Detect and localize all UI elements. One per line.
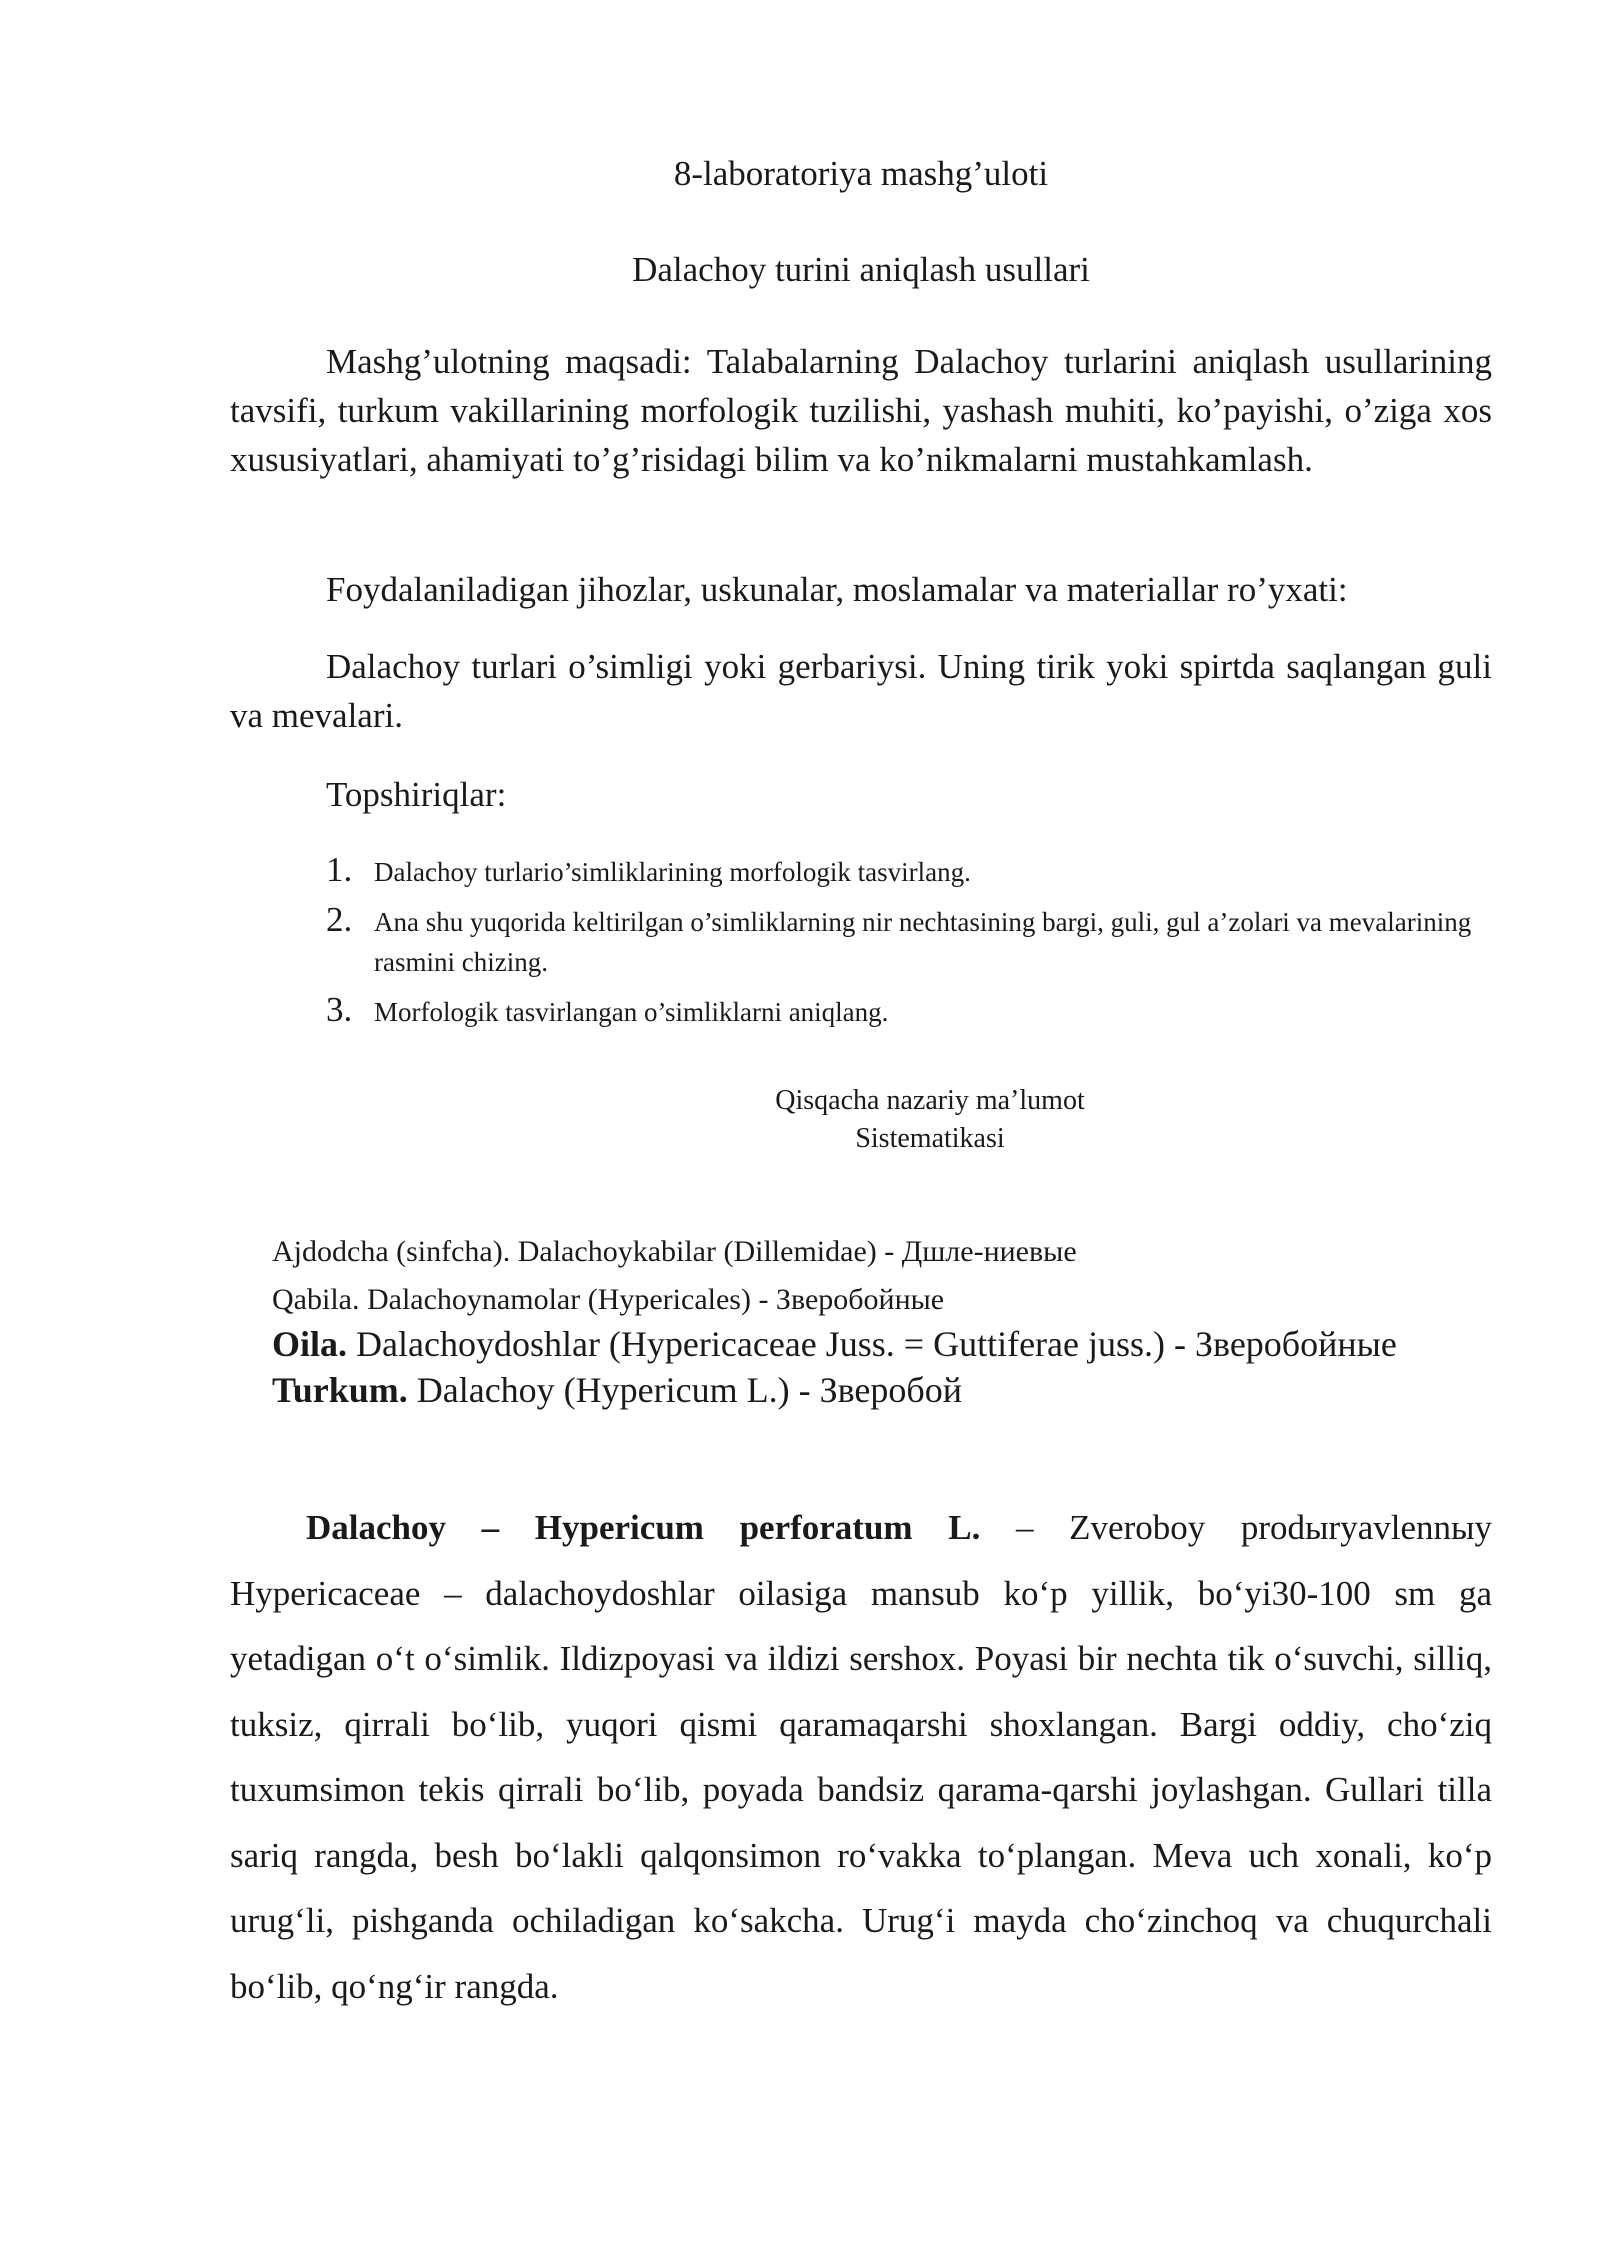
species-name: Dalachoy – Hypericum perforatum L. [306,1508,981,1547]
equipment-heading: Foydalaniladigan jihozlar, uskunalar, moslamalar va materiallar ro’yxati: [326,570,1348,609]
theory-heading: Qisqacha nazariy ma’lumot [775,1085,1085,1116]
list-item [326,902,1492,982]
task-number: 2. [326,900,353,939]
page-subtitle: Dalachoy turini aniqlash usullari [632,250,1090,289]
taxon-ajdodcha: Ajdodcha (sinfcha). Dalachoykabilar (Dillemidae) - Дшле-ниевые [272,1235,1077,1268]
task-number: 3. [326,990,353,1029]
species-description: – Zveroboy prodыryavlennыy Hypericaceae – dalachoydoshlar oilasiga mansub ko‘p yillik, bo‘yi30-100 sm ga yetadigan o‘t o‘simlik. Ildizpoyasi va ildizi sershox. Poyasi bir nechta tik o‘suvchi, silliq, tuksiz, qirrali bo‘lib, yuqori qismi qaramaqarshi shoxlangan. Bargi oddiy, cho‘ziq tuxumsimon tekis qirrali bo‘lib, poyada bandsiz qarama-qarshi joylashgan. Gullari tilla sariq rangda, besh bo‘lakli qalqonsimon ro‘vakka to‘plangan. Meva uch xonali, ko‘p urug‘li, pishganda ochiladigan ko‘sakcha. Urug‘i mayda cho‘zinchoq va chuqurchali bo‘lib, qo‘ng‘ir rangda. [230,1508,1493,2006]
task-text: Morfologik tasvirlangan o’simliklarni aniqlang. [374,997,889,1027]
page-title: 8-laboratoriya mashg’uloti [673,154,1049,193]
purpose-paragraph: Mashg’ulotning maqsadi: Talabalarning Dalachoy turlarini aniqlash usullarining tavsifi, turkum vakillarining morfologik tuzilishi, yashash muhiti, ko’payishi, o’ziga xos xususiyatlari, ahamiyati to’g’risidagi bilim va ko’nikmalarni mustahkamlash. [230,342,1492,479]
tasks-heading: Topshiriqlar: [326,775,507,814]
taxon-oila-text: Dalachoydoshlar (Hypericaceae Juss. = Guttiferae juss.) - Зверобойные [356,1324,1397,1364]
list-item [326,992,1492,1032]
systematics-heading: Sistematikasi [855,1123,1005,1154]
equipment-paragraph: Dalachoy turlari o’simligi yoki gerbariysi. Uning tirik yoki spirtda saqlangan guli va mevalari. [230,647,1492,735]
taxon-qabila: Qabila. Dalachoynamolar (Hypericales) - Зверобойные [272,1283,945,1316]
taxon-oila-label: Oila. [272,1324,348,1364]
taxon-turkum-text: Dalachoy (Hypericum L.) - Зверобой [416,1370,962,1410]
tasks-list [326,852,1492,1042]
task-text: Ana shu yuqorida keltirilgan o’simliklarning nir nechtasining bargi, guli, gul a’zolari va mevalarining rasmini chizing. [374,907,1472,977]
taxon-oila [272,1322,1397,1366]
taxon-turkum [272,1368,962,1412]
list-item [326,852,1492,892]
species-paragraph [230,1495,1492,2019]
task-text: Dalachoy turlario’simliklarining morfologik tasvirlang. [374,857,971,887]
task-number: 1. [326,850,353,889]
taxon-turkum-label: Turkum. [272,1370,408,1410]
